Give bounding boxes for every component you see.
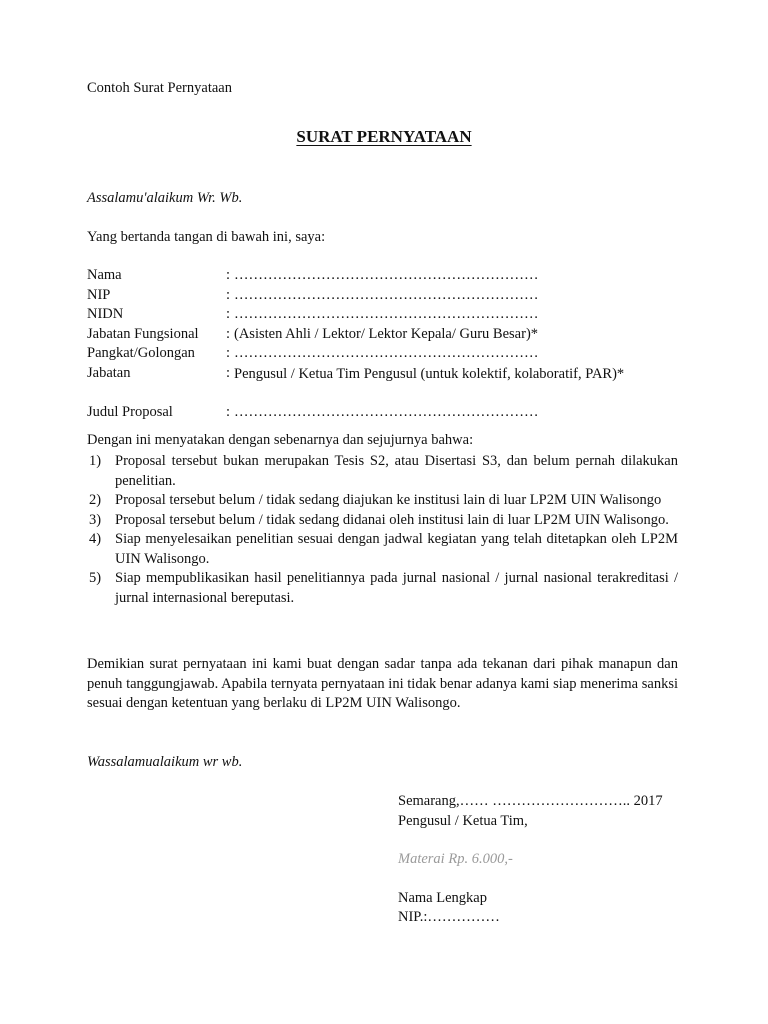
list-item: [87, 569, 678, 608]
signature-name: Nama Lengkap: [398, 889, 487, 906]
list-item: [87, 511, 678, 531]
list-item-number: 2): [89, 492, 102, 508]
list-item-text: Proposal tersebut belum / tidak sedang didanai oleh institusi lain di luar LP2M UIN Walisongo.: [115, 511, 669, 528]
field-value: ………………………………………………………: [234, 306, 539, 322]
farewell: Wassalamualaikum wr wb.: [87, 754, 243, 770]
closing-paragraph: Demikian surat pernyataan ini kami buat dengan sadar tanpa ada tekanan dari pihak manapun dan penuh tanggungjawab. Apabila ternyata pernyataan ini tidak benar adanya kami siap menerima sanksi sesuai dengan ketentuan yang berlaku di LP2M UIN Walisongo.: [87, 656, 678, 711]
list-item-number: 3): [89, 511, 102, 528]
list-item-number: 4): [89, 531, 102, 547]
field-separator: :: [226, 364, 231, 381]
signature-place-date: Semarang,…… ……………………….. 2017: [398, 793, 663, 809]
field-label: Jabatan: [87, 364, 131, 381]
field-value: ………………………………………………………: [234, 345, 539, 361]
field-separator: :: [226, 306, 231, 322]
field-value: ………………………………………………………: [234, 267, 539, 283]
statement-intro: Dengan ini menyatakan dengan sebenarnya dan sejujurnya bahwa:: [87, 432, 474, 448]
field-separator: :: [226, 325, 231, 342]
field-separator: :: [226, 267, 231, 283]
list-item: [87, 452, 678, 491]
field-label: Pangkat/Golongan: [87, 345, 195, 361]
statement-list: [87, 452, 678, 608]
list-item: [87, 491, 678, 511]
signature-nip: NIP.:……………: [398, 909, 500, 925]
field-separator: :: [226, 403, 231, 420]
list-item-text: Siap mempublikasikan hasil penelitiannya pada jurnal nasional / jurnal nasional terakreditasi / jurnal internasional bereputasi.: [115, 570, 678, 606]
greeting: Assalamu'alaikum Wr. Wb.: [87, 190, 243, 206]
field-value: (Asisten Ahli / Lektor/ Lektor Kepala/ Guru Besar)*: [234, 325, 539, 342]
field-label: NIDN: [87, 306, 124, 322]
list-item-text: Siap menyelesaikan penelitian sesuai dengan jadwal kegiatan yang telah ditetapkan oleh LP2M UIN Walisongo.: [115, 531, 678, 567]
list-item: [87, 530, 678, 569]
field-value: Pengusul / Ketua Tim Pengusul (untuk kolektif, kolaboratif, PAR)*: [234, 365, 625, 382]
field-value: ………………………………………………………: [234, 286, 539, 303]
field-separator: :: [226, 286, 231, 303]
document-title: SURAT PERNYATAAN: [296, 127, 472, 146]
stamp-duty-placeholder: Materai Rp. 6.000,-: [398, 851, 513, 867]
signature-role: Pengusul / Ketua Tim,: [398, 812, 528, 829]
field-label: NIP: [87, 286, 111, 303]
list-item-text: Proposal tersebut bukan merupakan Tesis S2, atau Disertasi S3, dan belum pernah dilakukan penelitian.: [115, 453, 678, 489]
document-label: Contoh Surat Pernyataan: [87, 80, 232, 96]
list-item-number: 5): [89, 570, 102, 586]
field-label: Jabatan Fungsional: [87, 325, 199, 342]
list-item-number: 1): [89, 453, 102, 469]
signature-block: [398, 792, 663, 928]
intro-text: Yang bertanda tangan di bawah ini, saya:: [87, 229, 326, 245]
field-separator: :: [226, 345, 231, 361]
field-label: Nama: [87, 267, 122, 283]
field-label: Judul Proposal: [87, 403, 173, 420]
field-value: ………………………………………………………: [234, 403, 539, 420]
list-item-text: Proposal tersebut belum / tidak sedang diajukan ke institusi lain di luar LP2M UIN Walisongo: [115, 492, 662, 508]
